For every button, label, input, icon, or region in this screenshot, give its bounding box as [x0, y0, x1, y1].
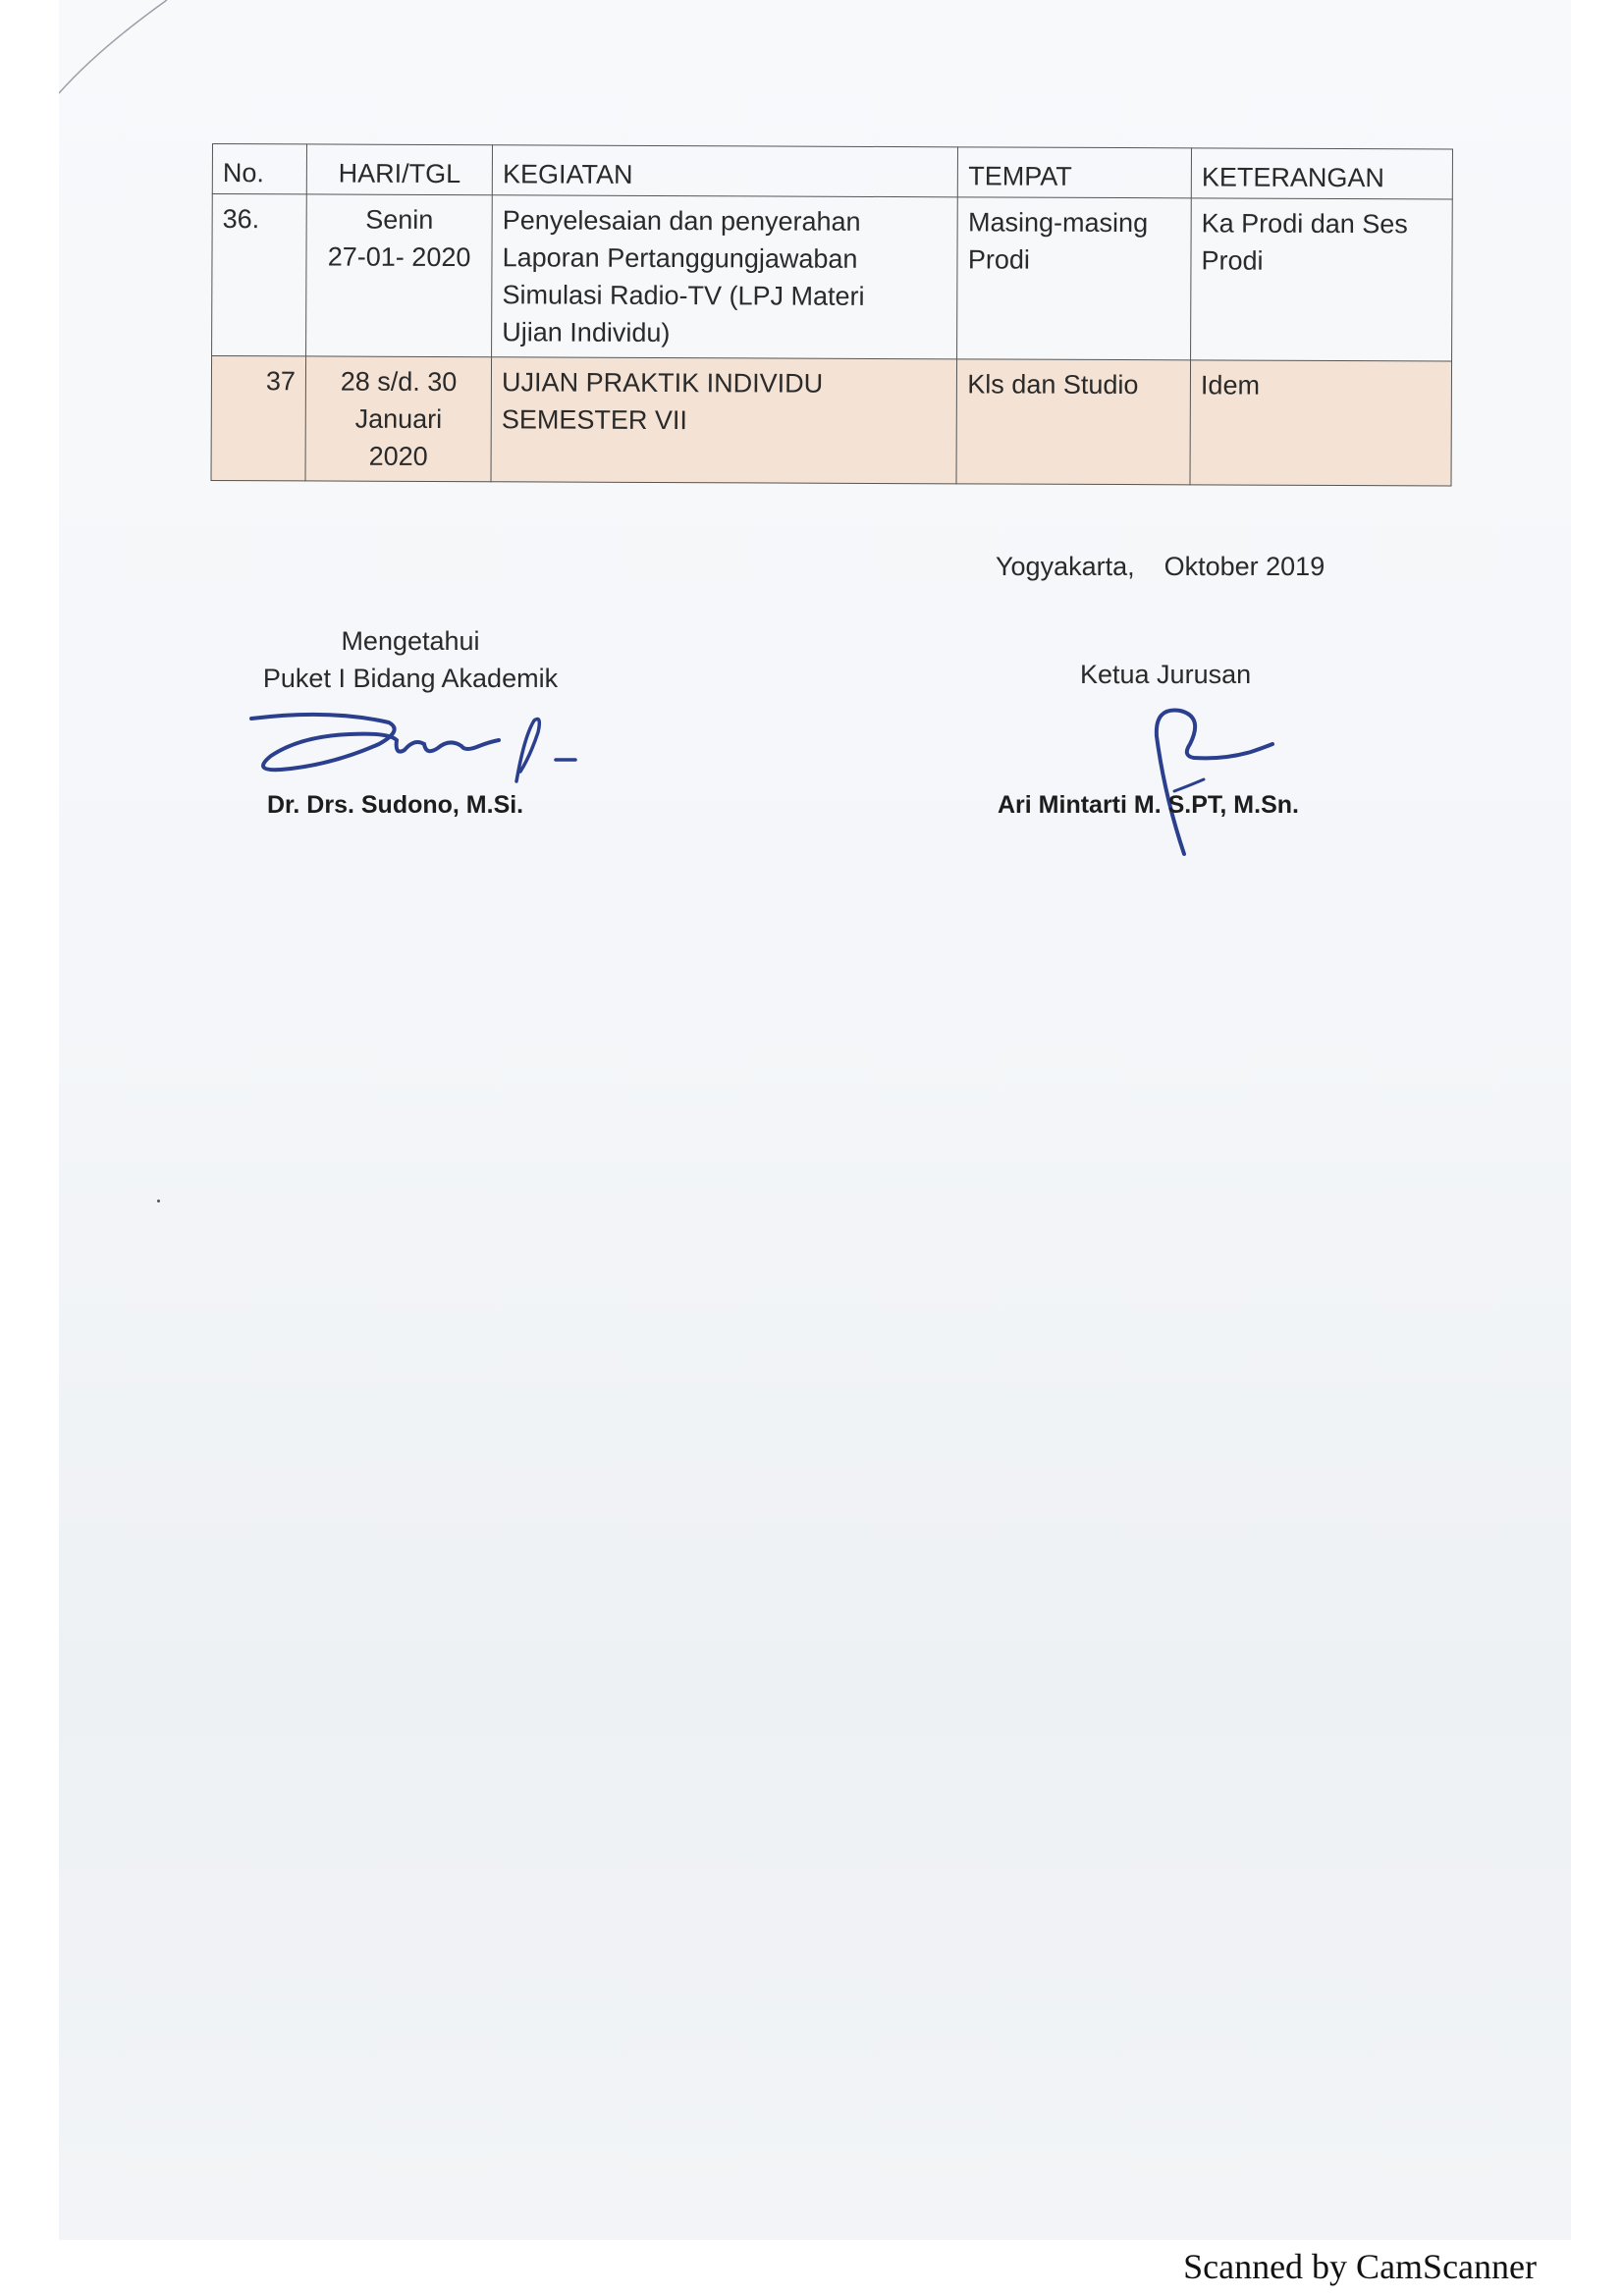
cell-line: Prodi	[1201, 245, 1264, 276]
right-title-position: Ketua Jurusan	[1080, 660, 1252, 689]
header-no: No.	[212, 144, 306, 194]
cell-line: Ujian Individu)	[502, 317, 671, 348]
scanner-watermark: Scanned by CamScanner	[1183, 2247, 1537, 2286]
table-header-row	[212, 144, 1452, 200]
header-hari-tgl: HARI/TGL	[306, 144, 492, 195]
cell-kegiatan	[491, 357, 957, 484]
right-signature-icon	[1135, 697, 1312, 864]
cell-line: Senin	[365, 204, 434, 235]
left-title-mengetahui: Mengetahui	[341, 626, 480, 656]
cell-line: Masing-masing	[967, 207, 1149, 239]
right-signatory-name: Ari Mintarti M. S.PT, M.Sn.	[998, 791, 1299, 819]
table-row	[212, 194, 1453, 362]
table-row	[211, 356, 1452, 487]
cell-hari-tgl	[306, 194, 493, 357]
cell-no: 36.	[212, 194, 307, 356]
cell-line: Laporan Pertanggungjawaban	[502, 242, 858, 274]
cell-line: Idem	[1200, 370, 1261, 400]
cell-line: Penyelesaian dan penyerahan	[502, 205, 861, 237]
cell-line: Januari	[354, 403, 443, 435]
cell-keterangan	[1190, 360, 1452, 486]
cell-line: SEMESTER VII	[501, 404, 688, 436]
cell-line: 28 s/d. 30	[340, 366, 458, 398]
cell-no: 37	[211, 356, 306, 481]
cell-line: 2020	[368, 441, 428, 471]
cell-keterangan	[1191, 198, 1453, 361]
folded-corner-mark	[59, 0, 216, 98]
header-tempat: TEMPAT	[958, 147, 1192, 198]
cell-line: 27-01- 2020	[327, 241, 471, 273]
cell-hari-tgl	[305, 356, 492, 482]
header-kegiatan: KEGIATAN	[492, 145, 957, 197]
cell-line: Simulasi Radio-TV (LPJ Materi	[502, 280, 865, 311]
left-title-position: Puket I Bidang Akademik	[262, 664, 559, 693]
schedule-table	[210, 143, 1452, 487]
cell-line: UJIAN PRAKTIK INDIVIDU	[502, 367, 824, 399]
cell-line: Kls dan Studio	[967, 369, 1139, 400]
cell-tempat	[956, 359, 1190, 485]
speck-mark	[157, 1200, 160, 1202]
cell-line: Prodi	[967, 244, 1030, 275]
left-signatory-name: Dr. Drs. Sudono, M.Si.	[267, 791, 524, 819]
cell-tempat	[957, 197, 1191, 360]
header-keterangan: KETERANGAN	[1191, 148, 1452, 199]
left-signatory-titles	[253, 622, 568, 697]
cell-line: Ka Prodi dan Ses	[1201, 208, 1408, 240]
place-date: Yogyakarta, Oktober 2019	[996, 552, 1325, 581]
cell-kegiatan	[492, 195, 958, 359]
